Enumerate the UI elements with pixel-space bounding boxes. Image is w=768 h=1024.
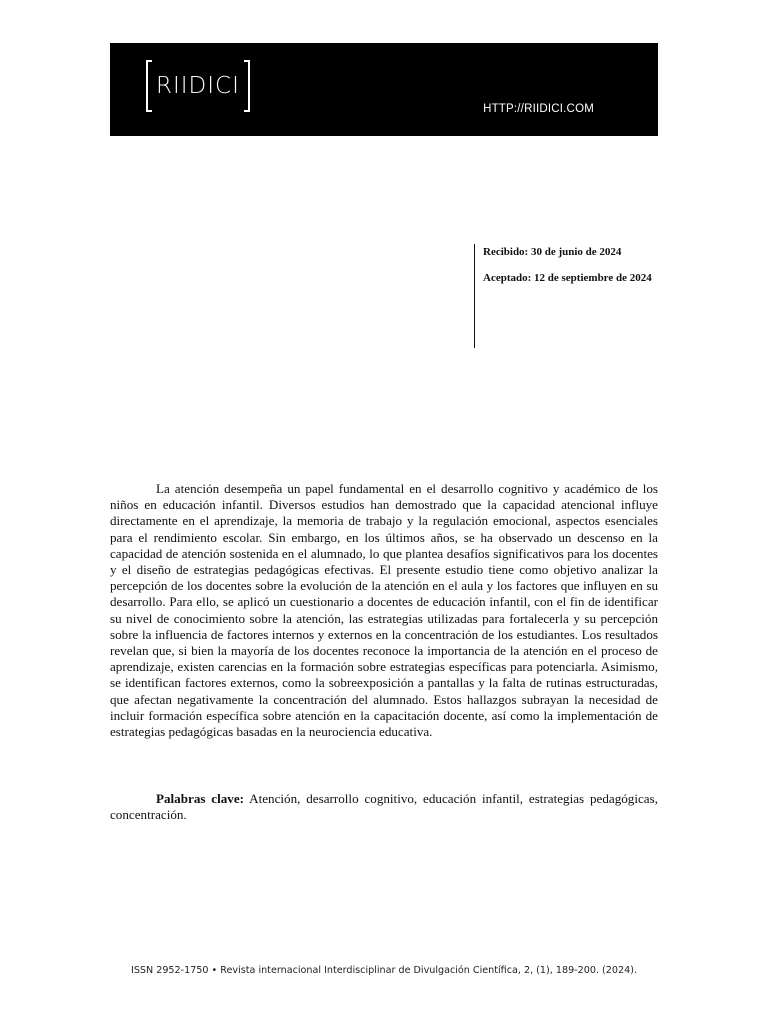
page-footer-citation: ISSN 2952-1750 • Revista internacional Interdisciplinar de Divulgación Científica, 2, (1), 189-200. (2024). xyxy=(130,965,638,976)
keywords-paragraph xyxy=(110,791,658,823)
submission-dates xyxy=(474,244,660,348)
received-date: Recibido: 30 de junio de 2024 xyxy=(483,246,622,258)
logo-text: RIIDICI xyxy=(156,73,240,99)
journal-url[interactable]: HTTP://RIIDICI.COM xyxy=(483,103,594,115)
journal-header-banner xyxy=(110,43,658,136)
accepted-date: Aceptado: 12 de septiembre de 2024 xyxy=(483,272,652,284)
logo-right-bracket xyxy=(244,60,250,112)
journal-logo xyxy=(146,61,250,111)
keywords-label: Palabras clave: xyxy=(156,791,245,806)
abstract-paragraph: La atención desempeña un papel fundamental en el desarrollo cognitivo y académico de los niños en educación infantil. Diversos estudios han demostrado que la capacidad atencional influye directamente en el aprendizaje, la memoria de trabajo y la regulación emocional, aspectos esenciales para el rendimiento escolar. Sin embargo, en los últimos años, se ha observado un descenso en la capacidad de atención sostenida en el alumnado, lo que plantea desafíos significativos para los docentes y el diseño de estrategias pedagógicas efectivas. El presente estudio tiene como objetivo analizar la percepción de los docentes sobre la evolución de la atención en el aula y los factores que influyen en su desarrollo. Para ello, se aplicó un cuestionario a docentes de educación infantil, con el fin de identificar su nivel de conocimiento sobre la atención, las estrategias utilizadas para fortalecerla y su percepción sobre la influencia de factores internos y externos en la concentración de los estudiantes. Los resultados revelan que, si bien la mayoría de los docentes reconoce la importancia de la atención en el proceso de aprendizaje, existen carencias en la formación sobre estrategias específicas para potenciarla. Asimismo, se identifican factores externos, como la sobreexposición a pantallas y la falta de rutinas estructuradas, que afectan negativamente la concentración del alumnado. Estos hallazgos subrayan la necesidad de incluir formación específica sobre atención en la capacitación docente, así como la implementación de estrategias pedagógicas basadas en la neurociencia educativa. xyxy=(110,481,658,740)
keywords-text: Atención, desarrollo cognitivo, educación infantil, estrategias pedagógicas, concentración. xyxy=(110,791,658,823)
